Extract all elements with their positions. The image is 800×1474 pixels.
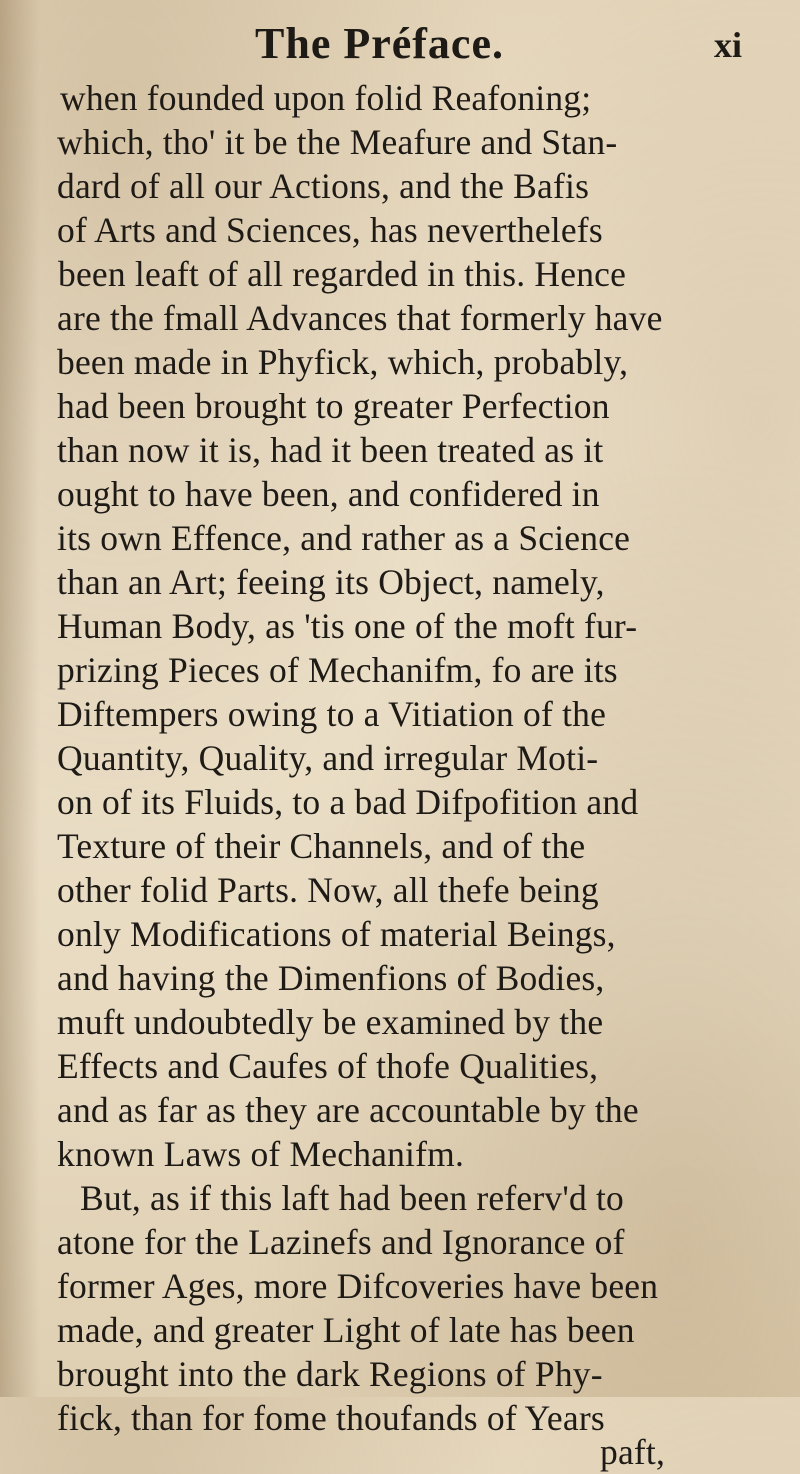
- text-line: its own Effence, and rather as a Science: [57, 518, 631, 558]
- catchword: paft,: [600, 1432, 666, 1472]
- text-line: other folid Parts. Now, all thefe being: [57, 870, 599, 910]
- running-head: [0, 18, 800, 74]
- text-line: when founded upon folid Reafoning;: [60, 78, 592, 118]
- page-edge-shadow: [0, 0, 40, 1397]
- text-line: which, tho' it be the Meafure and Stan-: [57, 122, 618, 162]
- text-line: Texture of their Channels, and of the: [57, 826, 586, 866]
- text-line: and having the Dimenfions of Bodies,: [57, 958, 605, 998]
- text-line: Quantity, Quality, and irregular Moti-: [57, 738, 599, 778]
- text-line: and as far as they are accountable by the: [57, 1090, 639, 1130]
- text-line: than an Art; feeing its Object, namely,: [57, 562, 605, 602]
- text-line: known Laws of Mechanifm.: [57, 1134, 465, 1174]
- text-line: fick, than for fome thoufands of Years: [57, 1398, 605, 1438]
- text-line: been leaft of all regarded in this. Hence: [58, 254, 627, 294]
- text-line: dard of all our Actions, and the Bafis: [57, 166, 590, 206]
- text-line: on of its Fluids, to a bad Difpofition and: [57, 782, 639, 822]
- text-line: brought into the dark Regions of Phy-: [57, 1354, 603, 1394]
- text-line: former Ages, more Difcoveries have been: [57, 1266, 659, 1306]
- text-line: Diftempers owing to a Vitiation of the: [57, 694, 607, 734]
- text-line: made, and greater Light of late has been: [57, 1310, 635, 1350]
- text-line: are the fmall Advances that formerly have: [57, 298, 663, 338]
- text-line: Effects and Caufes of thofe Qualities,: [57, 1046, 599, 1086]
- text-line: ought to have been, and confidered in: [57, 474, 600, 514]
- page-number: xi: [714, 25, 743, 65]
- text-line: been made in Phyfick, which, probably,: [57, 342, 629, 382]
- text-line: atone for the Lazinefs and Ignorance of: [57, 1222, 625, 1262]
- text-line: Human Body, as 'tis one of the moft fur-: [57, 606, 638, 646]
- text-line: But, as if this laft had been referv'd to: [80, 1178, 624, 1218]
- text-line: muft undoubtedly be examined by the: [57, 1002, 604, 1042]
- text-line: only Modifications of material Beings,: [57, 914, 616, 954]
- text-line: prizing Pieces of Mechanifm, fo are its: [57, 650, 618, 690]
- text-line: had been brought to greater Perfection: [57, 386, 610, 426]
- running-title: The Préface.: [255, 19, 504, 68]
- text-line: than now it is, had it been treated as it: [57, 430, 604, 470]
- text-line: of Arts and Sciences, has neverthelefs: [57, 210, 603, 250]
